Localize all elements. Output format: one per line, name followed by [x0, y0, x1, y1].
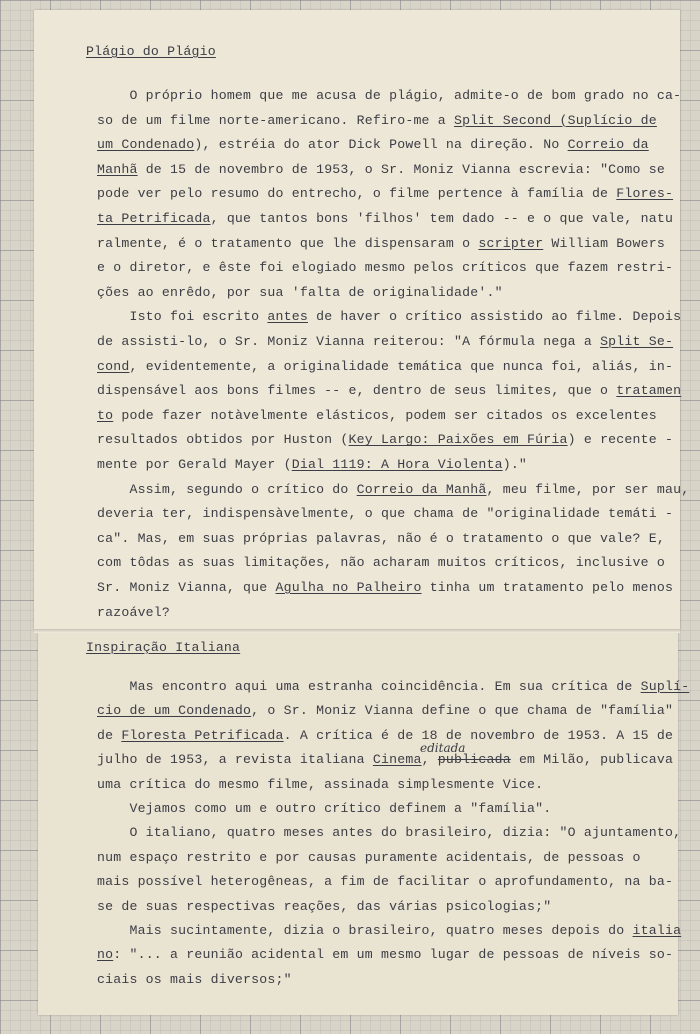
- text-run: : "... a reunião acidental em um mesmo lugar de pessoas de níveis so-: [113, 947, 674, 963]
- text-run: deveria ter, indispensàvelmente, o que chama de "originalidade temáti -: [97, 506, 674, 522]
- text-run: resultados obtidos por Huston (: [97, 432, 349, 448]
- section1-line: [97, 506, 673, 521]
- text-run: Vejamos como um e outro crítico definem a "família".: [97, 801, 552, 816]
- section1-line: [97, 457, 527, 472]
- section1-line: [97, 555, 665, 570]
- text-run: ).": [502, 457, 528, 472]
- text-run: , que tantos bons 'filhos' tem dado -- e o que vale, natu: [210, 211, 674, 226]
- text-run: de 15 de novembro de 1953, o Sr. Moniz Vianna escrevia: "Como se: [137, 161, 665, 177]
- text-run: razoável?: [97, 604, 171, 620]
- section1-line: [97, 531, 665, 546]
- text-run: em Milão, publicava: [510, 752, 674, 768]
- text-run: de assisti-lo, o Sr. Moniz Vianna reiterou: "A fórmula nega a: [97, 334, 601, 349]
- section2-line: [97, 825, 681, 840]
- underlined-title: Split Second (Suplício de: [454, 112, 657, 128]
- text-run: dispensável aos bons filmes -- e, dentro de seus limites, que o: [97, 383, 617, 399]
- underlined-title: cio de um Condenado: [97, 703, 252, 719]
- underlined-title: Dial 1119: A Hora Violenta: [291, 457, 503, 472]
- underlined-title: Manhã: [97, 161, 138, 177]
- section2-line: [97, 899, 551, 914]
- text-run: O próprio homem que me acusa de plágio, admite-o de bom grado no ca-: [97, 88, 682, 103]
- underlined-title: Cinema: [372, 752, 422, 768]
- underlined-title: scripter: [478, 235, 544, 251]
- section1-line: [97, 285, 503, 300]
- text-run: com tôdas as suas limitações, não acharam muitos críticos, inclusive o: [97, 555, 665, 571]
- section2-line: [97, 777, 543, 792]
- section2-line: [97, 923, 681, 938]
- text-run: uma crítica do mesmo filme, assinada simplesmente Vice.: [97, 776, 544, 792]
- text-run: pode ver pelo resumo do entrecho, o filme pertence à família de: [97, 186, 617, 202]
- section2-line: [97, 752, 673, 767]
- text-run: Mas encontro aqui uma estranha coincidência. Em sua crítica de: [97, 679, 641, 694]
- text-run: ções ao enrêdo, por sua 'falta de originalidade'.": [97, 284, 503, 300]
- section1-line: [97, 186, 673, 201]
- section1-line: [97, 88, 681, 103]
- section1-title-block: [86, 44, 216, 59]
- section1-line: [97, 211, 673, 226]
- section2-line: [97, 947, 673, 962]
- section1-line: [97, 236, 665, 251]
- text-run: Assim, segundo o crítico do: [97, 481, 357, 497]
- struck-word: publicada: [437, 752, 511, 768]
- text-run: O italiano, quatro meses antes do brasileiro, dizia: "O ajuntamento,: [97, 825, 682, 841]
- section1-line: [97, 113, 657, 128]
- text-run: se de suas respectivas reações, das várias psicologias;": [97, 898, 552, 914]
- section2-line: [97, 703, 673, 718]
- text-run: Isto foi escrito: [97, 309, 268, 325]
- text-run: ) e recente -: [567, 432, 674, 448]
- text-run: Sr. Moniz Vianna, que: [97, 580, 276, 595]
- text-run: ), estréia do ator Dick Powell na direção. No: [194, 137, 568, 153]
- section2-line: [97, 972, 292, 987]
- text-run: tinha um tratamento pelo menos: [421, 580, 674, 595]
- underlined-title: Suplí-: [640, 679, 690, 694]
- section1-line: [97, 432, 673, 447]
- underlined-title: cond: [97, 358, 130, 374]
- underlined-title: Correio da Manhã: [356, 481, 487, 497]
- text-run: julho de 1953, a revista italiana: [97, 752, 373, 768]
- underlined-title: Correio da: [567, 137, 649, 153]
- text-run: William Bowers: [543, 235, 665, 251]
- section1-line: [97, 482, 689, 497]
- underlined-title: ta Petrificada: [97, 211, 211, 226]
- text-run: de haver o crítico assistido ao filme. Depois: [307, 309, 682, 325]
- text-run: ,: [421, 752, 438, 768]
- section2-line: [97, 850, 641, 865]
- text-run: num espaço restrito e por causas puramente acidentais, de pessoas o: [97, 849, 641, 865]
- section2-line: [97, 679, 689, 694]
- underlined-title: Floresta Petrificada: [121, 727, 284, 743]
- section2-heading: Inspiração Italiana: [86, 640, 241, 655]
- underlined-title: antes: [267, 309, 308, 325]
- underlined-title: Agulha no Palheiro: [275, 580, 422, 595]
- underlined-title: to: [97, 407, 114, 423]
- text-run: . A crítica é de 18 de novembro de 1953. A 15 de: [283, 727, 674, 743]
- underlined-title: Key Largo: Paixões em Fúria: [348, 432, 568, 448]
- text-run: pode fazer notàvelmente elásticos, podem ser citados os excelentes: [113, 407, 657, 423]
- underlined-title: um Condenado: [97, 137, 195, 153]
- text-run: ciais os mais diversos;": [97, 971, 292, 987]
- text-run: , evidentemente, a originalidade temática que nunca foi, aliás, in-: [129, 358, 674, 374]
- section2-line: [97, 728, 673, 743]
- underlined-title: tratamen: [616, 383, 682, 399]
- text-run: so de um filme norte-americano. Refiro-me a: [97, 112, 455, 128]
- text-run: Mais sucintamente, dizia o brasileiro, quatro meses depois do: [97, 923, 633, 938]
- section2-line: [97, 801, 551, 816]
- underlined-title: italia: [632, 923, 682, 938]
- section1-heading: Plágio do Plágio: [86, 44, 216, 59]
- text-run: mente por Gerald Mayer (: [97, 457, 292, 472]
- text-run: , o Sr. Moniz Vianna define o que chama de "família": [251, 703, 674, 719]
- section2-title-block: [86, 640, 240, 655]
- text-run: , meu filme, por ser mau,: [486, 481, 690, 497]
- section1-line: [97, 334, 673, 349]
- section1-line: [97, 309, 681, 324]
- text-run: mais possível heterogêneas, a fim de facilitar o aprofundamento, na ba-: [97, 874, 674, 890]
- section1-line: [97, 408, 657, 423]
- section1-line: [97, 580, 673, 595]
- underlined-title: Split Se-: [600, 334, 674, 349]
- text-run: e o diretor, e êste foi elogiado mesmo pelos críticos que fazem restri-: [97, 260, 674, 276]
- section2-line: [97, 874, 673, 889]
- underlined-title: Flores-: [616, 186, 674, 202]
- section1-line: [97, 260, 673, 275]
- paper-fold: [34, 629, 680, 633]
- text-run: ralmente, é o tratamento que lhe dispensaram o: [97, 235, 479, 251]
- section1-line: [97, 137, 649, 152]
- section1-line: [97, 605, 170, 620]
- underlined-title: no: [97, 947, 114, 963]
- section1-line: [97, 359, 673, 374]
- section1-line: [97, 383, 681, 398]
- handwritten-correction: editada: [420, 741, 466, 755]
- section1-line: [97, 162, 665, 177]
- text-run: de: [97, 727, 122, 743]
- text-run: ca". Mas, em suas próprias palavras, não é o tratamento o que vale? E,: [97, 530, 665, 546]
